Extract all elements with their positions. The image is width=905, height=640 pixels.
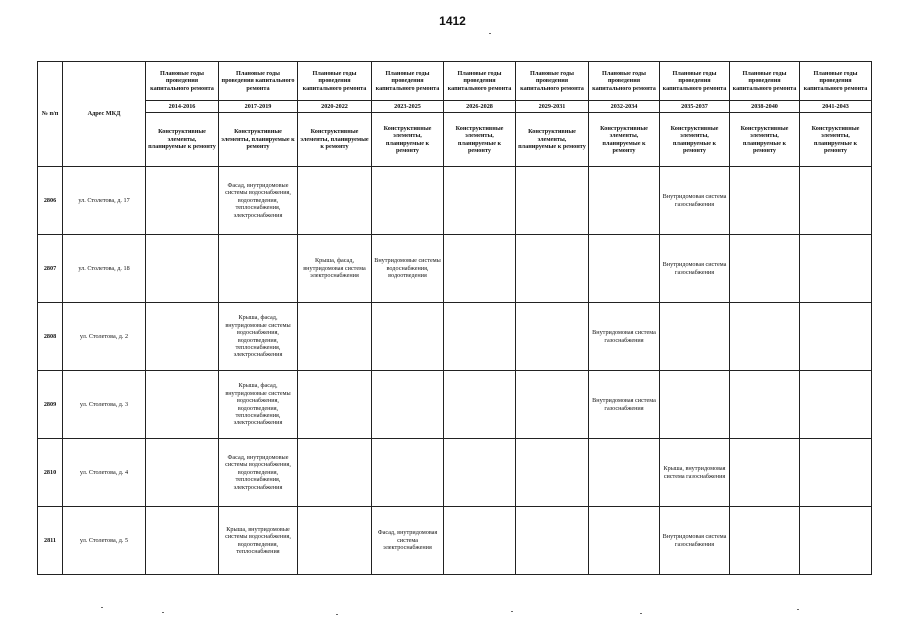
cell-elements — [146, 167, 219, 235]
cell-elements: Крыша, фасад, внутридомовые системы водоснабжения, водоотведения, теплоснабжения, электроснабжения — [219, 371, 298, 439]
cell-elements — [372, 371, 444, 439]
cell-elements — [800, 235, 872, 303]
plan-header: Плановые годы проведения капитального ремонта — [372, 62, 444, 101]
elements-header: Конструктивные элементы, планируемые к ремонту — [219, 113, 298, 167]
page-number: 1412 — [439, 14, 466, 28]
cell-elements — [146, 439, 219, 507]
cell-elements: Крыша, фасад, внутридомовая система электроснабжения — [298, 235, 372, 303]
cell-elements — [372, 167, 444, 235]
col-num-header: № п/п — [38, 62, 63, 167]
cell-elements — [372, 439, 444, 507]
cell-elements — [146, 507, 219, 575]
scan-speck — [101, 607, 103, 608]
cell-elements — [516, 439, 589, 507]
cell-elements — [444, 167, 516, 235]
cell-elements: Фасад, внутридомовая система электроснабжения — [372, 507, 444, 575]
scan-speck — [336, 614, 338, 615]
elements-header: Конструктивные элементы, планируемые к ремонту — [589, 113, 660, 167]
row-address: ул. Столетова, д. 3 — [63, 371, 146, 439]
row-number: 2807 — [38, 235, 63, 303]
table-row — [38, 439, 872, 507]
row-address: ул. Столетова, д. 4 — [63, 439, 146, 507]
cell-elements — [298, 167, 372, 235]
cell-elements: Крыша, внутридомовые системы водоснабжения, водоотведения, теплоснабжения — [219, 507, 298, 575]
cell-elements: Внутридомовая система газоснабжения — [589, 303, 660, 371]
period-header: 2026-2028 — [444, 101, 516, 113]
capital-repair-table — [37, 61, 872, 575]
elements-header: Конструктивные элементы, планируемые к ремонту — [800, 113, 872, 167]
cell-elements — [589, 507, 660, 575]
row-address: ул. Столетова, д. 2 — [63, 303, 146, 371]
cell-elements: Внутридомовая система газоснабжения — [589, 371, 660, 439]
row-number: 2811 — [38, 507, 63, 575]
cell-elements: Фасад, внутридомовые системы водоснабжения, водоотведения, теплоснабжения, электроснабжения — [219, 167, 298, 235]
cell-elements — [298, 371, 372, 439]
cell-elements — [730, 371, 800, 439]
cell-elements: Внутридомовая система газоснабжения — [660, 167, 730, 235]
cell-elements — [800, 439, 872, 507]
cell-elements: Внутридомовая система газоснабжения — [660, 507, 730, 575]
plan-header: Плановые годы проведения капитального ремонта — [589, 62, 660, 101]
cell-elements — [589, 235, 660, 303]
cell-elements — [800, 167, 872, 235]
cell-elements — [516, 371, 589, 439]
cell-elements — [444, 507, 516, 575]
cell-elements — [800, 303, 872, 371]
cell-elements — [219, 235, 298, 303]
cell-elements — [730, 439, 800, 507]
row-number: 2810 — [38, 439, 63, 507]
cell-elements — [516, 303, 589, 371]
row-number: 2809 — [38, 371, 63, 439]
cell-elements — [298, 507, 372, 575]
plan-header: Плановые годы проведения капитального ремонта — [660, 62, 730, 101]
period-header: 2023-2025 — [372, 101, 444, 113]
cell-elements — [730, 167, 800, 235]
period-header: 2041-2043 — [800, 101, 872, 113]
cell-elements — [146, 235, 219, 303]
cell-elements — [800, 371, 872, 439]
cell-elements — [660, 303, 730, 371]
cell-elements — [298, 439, 372, 507]
period-header: 2020-2022 — [298, 101, 372, 113]
plan-header: Плановые годы проведения капитального ремонта — [219, 62, 298, 101]
table-row — [38, 167, 872, 235]
cell-elements — [444, 371, 516, 439]
period-header: 2032-2034 — [589, 101, 660, 113]
scan-speck — [640, 613, 642, 614]
elements-header: Конструктивные элементы, планируемые к ремонту — [660, 113, 730, 167]
scan-speck — [511, 611, 513, 612]
table-body — [38, 167, 872, 575]
plan-header: Плановые годы проведения капитального ремонта — [800, 62, 872, 101]
period-header: 2029-2031 — [516, 101, 589, 113]
cell-elements — [146, 303, 219, 371]
cell-elements — [730, 303, 800, 371]
col-address-header: Адрес МКД — [63, 62, 146, 167]
elements-header: Конструктивные элементы, планируемые к ремонту — [444, 113, 516, 167]
plan-header: Плановые годы проведения капитального ремонта — [444, 62, 516, 101]
elements-header: Конструктивные элементы, планируемые к ремонту — [372, 113, 444, 167]
period-header: 2014-2016 — [146, 101, 219, 113]
table-row — [38, 507, 872, 575]
cell-elements — [444, 439, 516, 507]
cell-elements — [444, 235, 516, 303]
row-number: 2808 — [38, 303, 63, 371]
row-number: 2806 — [38, 167, 63, 235]
cell-elements — [589, 439, 660, 507]
scan-speck — [797, 609, 799, 610]
plan-header: Плановые годы проведения капитального ремонта — [516, 62, 589, 101]
plan-header: Плановые годы проведения капитального ремонта — [146, 62, 219, 101]
table-header — [38, 62, 872, 167]
cell-elements: Крыша, внутридомовая система газоснабжения — [660, 439, 730, 507]
cell-elements — [730, 235, 800, 303]
plan-header: Плановые годы проведения капитального ремонта — [730, 62, 800, 101]
cell-elements — [730, 507, 800, 575]
plan-header: Плановые годы проведения капитального ремонта — [298, 62, 372, 101]
cell-elements — [444, 303, 516, 371]
elements-header: Конструктивные элементы, планируемые к ремонту — [298, 113, 372, 167]
elements-header: Конструктивные элементы, планируемые к ремонту — [730, 113, 800, 167]
row-address: ул. Столетова, д. 17 — [63, 167, 146, 235]
row-address: ул. Столетова, д. 18 — [63, 235, 146, 303]
table-row — [38, 371, 872, 439]
cell-elements — [660, 371, 730, 439]
cell-elements: Крыша, фасад, внутридомовые системы водоснабжения, водоотведения, теплоснабжения, электроснабжения — [219, 303, 298, 371]
table-row — [38, 235, 872, 303]
period-header: 2035-2037 — [660, 101, 730, 113]
cell-elements — [146, 371, 219, 439]
row-address: ул. Столетова, д. 5 — [63, 507, 146, 575]
table-row — [38, 303, 872, 371]
cell-elements — [516, 235, 589, 303]
cell-elements — [589, 167, 660, 235]
elements-header: Конструктивные элементы, планируемые к ремонту — [146, 113, 219, 167]
cell-elements: Внутридомовая система газоснабжения — [660, 235, 730, 303]
cell-elements — [516, 507, 589, 575]
cell-elements — [372, 303, 444, 371]
cell-elements — [516, 167, 589, 235]
cell-elements — [298, 303, 372, 371]
cell-elements: Фасад, внутридомовые системы водоснабжения, водоотведения, теплоснабжения, электроснабжения — [219, 439, 298, 507]
cell-elements: Внутридомовые системы водоснабжения, водоотведения — [372, 235, 444, 303]
scan-speck — [489, 33, 491, 34]
period-header: 2038-2040 — [730, 101, 800, 113]
scan-speck — [162, 612, 164, 613]
period-header: 2017-2019 — [219, 101, 298, 113]
cell-elements — [800, 507, 872, 575]
elements-header: Конструктивные элементы, планируемые к ремонту — [516, 113, 589, 167]
